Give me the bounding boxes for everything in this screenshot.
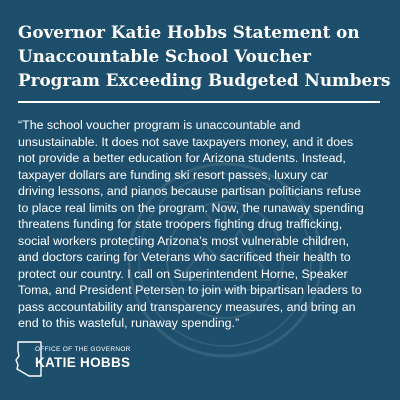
quote-line: Toma, and President Petersen to join with bipartisan leaders to bbox=[18, 283, 362, 297]
title-line: Governor Katie Hobbs Statement on bbox=[18, 22, 360, 42]
quote-line: protect our country. I call on Superintendent Horne, Speaker bbox=[18, 266, 348, 281]
quote-line: not provide a better education for Arizona students. Instead, bbox=[18, 151, 346, 165]
title-divider bbox=[18, 101, 380, 103]
quote-line: pass accountability and transparency measures, and bring an bbox=[18, 299, 356, 314]
quote-line: driving lessons, and pianos because partisan politicians refuse bbox=[18, 184, 362, 198]
title-line: Unaccountable School Voucher bbox=[18, 46, 311, 66]
logo-office-text: OFFICE OF THE GOVERNOR bbox=[35, 346, 131, 353]
quote-line: unsustainable. It does not save taxpayers money, and it does bbox=[18, 134, 354, 149]
title-line: Program Exceeding Budgeted Numbers bbox=[18, 70, 391, 90]
quote-line: and doctors caring for Veterans who sacrificed their health to bbox=[18, 250, 351, 264]
statement-title bbox=[18, 20, 391, 92]
governor-office-logo bbox=[15, 340, 135, 382]
quote-line: “The school voucher program is unaccountable and bbox=[18, 118, 301, 132]
quote-line: social workers protecting Arizona’s most vulnerable children, bbox=[18, 233, 350, 248]
logo-name-text: KATIE HOBBS bbox=[35, 355, 131, 370]
quote-line: taxpayer dollars are funding ski resort passes, luxury car bbox=[18, 167, 328, 182]
quote-line: threatens funding for state troopers fighting drug trafficking, bbox=[18, 217, 343, 231]
statement-quote bbox=[18, 117, 390, 332]
quote-line: to place real limits on the program. Now, the runaway spending bbox=[18, 200, 364, 215]
quote-line: end to this wasteful, runaway spending.” bbox=[18, 316, 240, 330]
